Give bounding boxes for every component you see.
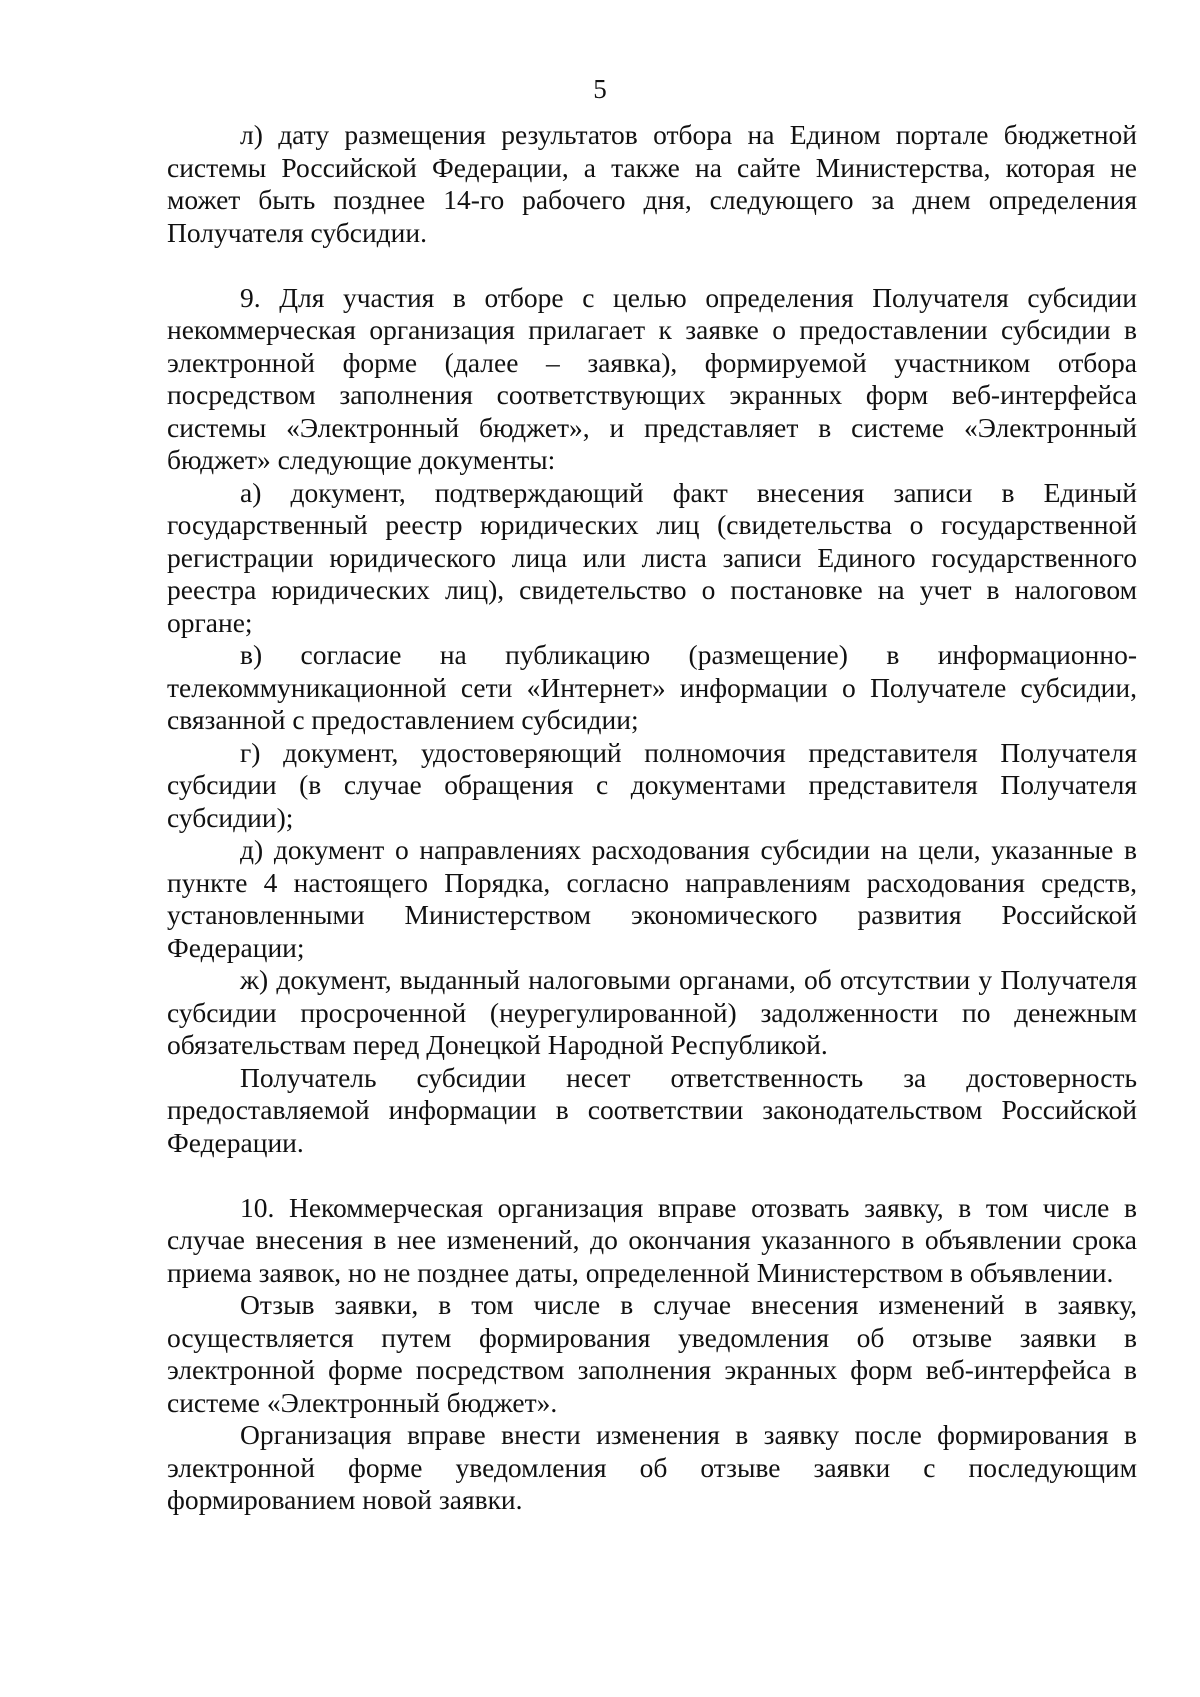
paragraph-item-9-zh: ж) документ, выданный налоговыми органами, об отсутствии у Получателя субсидии просроченной (неурегулированной) задолженности по денежным обязательствам перед Донецкой Народной Республикой. [167, 964, 1137, 1060]
paragraph-item-9-a: а) документ, подтверждающий факт внесения записи в Единый государственный реестр юридических лиц (свидетельства о государственной регистрации юридического лица или листа записи Единого государственного реестра юридических лиц), свидетельство о постановке на учет в налоговом органе; [167, 476, 1137, 638]
paragraph-withdrawal: Отзыв заявки, в том числе в случае внесения изменений в заявку, осуществляется путем формирования уведомления об отзыве заявки в электронной форме посредством заполнения экранных форм веб-интерфейса в системе «Электронный бюджет». [167, 1289, 1137, 1418]
paragraph-subitem-l: л) дату размещения результатов отбора на Едином портале бюджетной системы Российской Федерации, а также на сайте Министерства, которая не может быть позднее 14-го рабочего дня, следующего за днем определения Получателя субсидии. [167, 119, 1137, 248]
paragraph-item-9-v: в) согласие на публикацию (размещение) в информационно-телекоммуникационной сети «Интернет» информации о Получателе субсидии, связанной с предоставлением субсидии; [167, 639, 1137, 735]
document-body [167, 119, 1137, 1517]
paragraph-gap [167, 1159, 1137, 1192]
paragraph-item-9-g: г) документ, удостоверяющий полномочия представителя Получателя субсидии (в случае обращения с документами представителя Получателя субсидии); [167, 736, 1137, 833]
paragraph-changes: Организация вправе внести изменения в заявку после формирования в электронной форме уведомления об отзыве заявки с последующим формированием новой заявки. [167, 1419, 1137, 1515]
paragraph-responsibility: Получатель субсидии несет ответственность за достоверность предоставляемой информации в соответствии законодательством Российской Федерации. [167, 1061, 1137, 1158]
paragraph-item-9: 9. Для участия в отборе с целью определения Получателя субсидии некоммерческая организация прилагает к заявке о предоставлении субсидии в электронной форме (далее – заявка), формируемой участником отбора посредством заполнения соответствующих экранных форм веб-интерфейса системы «Электронный бюджет», и представляет в системе «Электронный бюджет» следующие документы: [167, 281, 1137, 475]
page-number: 5 [593, 74, 607, 104]
paragraph-gap [167, 249, 1137, 282]
paragraph-item-10: 10. Некоммерческая организация вправе отозвать заявку, в том числе в случае внесения в нее изменений, до окончания указанного в объявлении срока приема заявок, но не позднее даты, определенной Министерством в объявлении. [167, 1191, 1137, 1288]
paragraph-item-9-d: д) документ о направлениях расходования субсидии на цели, указанные в пункте 4 настоящего Порядка, согласно направлениям расходования средств, установленными Министерством экономического развития Российской Федерации; [167, 834, 1137, 963]
